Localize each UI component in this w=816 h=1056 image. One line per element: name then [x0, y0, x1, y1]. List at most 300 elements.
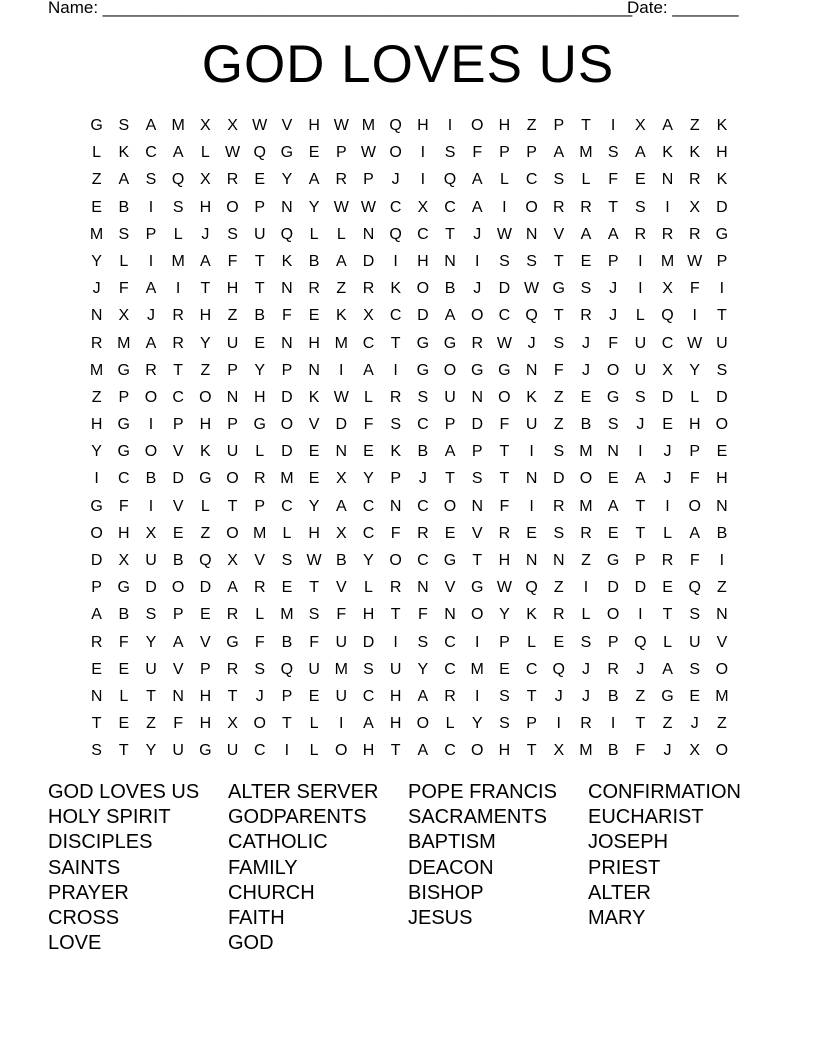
- grid-letter: L: [309, 225, 319, 243]
- word-list-item: POPE FRANCIS: [408, 781, 557, 803]
- grid-letter: R: [389, 388, 402, 406]
- grid-letter: L: [282, 524, 292, 542]
- word-list-item: GODPARENTS: [228, 806, 367, 829]
- grid-letter: W: [360, 198, 377, 216]
- grid-letter: H: [362, 606, 375, 624]
- grid-letter: S: [499, 687, 510, 705]
- grid-letter: T: [635, 497, 646, 515]
- word-search-grid: [83, 112, 736, 765]
- grid-row: [83, 737, 736, 764]
- grid-letter: R: [444, 687, 456, 705]
- grid-letter: G: [199, 742, 212, 760]
- grid-letter: R: [253, 470, 266, 488]
- grid-letter: D: [716, 198, 728, 216]
- grid-letter: R: [553, 606, 565, 624]
- grid-letter: L: [527, 633, 537, 651]
- grid-letter: S: [553, 443, 565, 461]
- grid-row: [83, 656, 736, 683]
- grid-letter: D: [90, 552, 103, 569]
- grid-letter: M: [117, 334, 131, 352]
- grid-letter: X: [118, 552, 130, 569]
- grid-letter: N: [281, 280, 293, 298]
- grid-letter: U: [444, 388, 456, 406]
- grid-letter: L: [445, 715, 455, 733]
- grid-letter: O: [199, 388, 212, 406]
- grid-letter: G: [470, 579, 484, 597]
- grid-letter: N: [226, 388, 239, 406]
- grid-letter: C: [444, 198, 456, 216]
- grid-letter: X: [689, 198, 701, 216]
- grid-letter: R: [226, 606, 239, 624]
- grid-letter: Y: [471, 715, 483, 733]
- grid-letter: P: [227, 416, 238, 434]
- grid-letter: E: [716, 443, 728, 461]
- grid-letter: J: [663, 470, 672, 488]
- grid-letter: P: [254, 198, 266, 216]
- grid-letter: P: [254, 497, 266, 515]
- grid-letter: M: [579, 144, 593, 162]
- grid-letter: V: [254, 552, 266, 569]
- grid-letter: Q: [634, 633, 647, 651]
- grid-letter: O: [470, 606, 484, 624]
- grid-letter: O: [443, 497, 457, 515]
- grid-letter: X: [417, 198, 429, 216]
- grid-letter: G: [117, 361, 130, 379]
- grid-letter: I: [719, 552, 725, 569]
- grid-letter: A: [471, 198, 483, 216]
- grid-letter: Q: [280, 225, 294, 243]
- grid-letter: P: [526, 715, 537, 733]
- grid-letter: C: [389, 198, 402, 216]
- grid-letter: K: [308, 388, 320, 406]
- grid-letter: S: [281, 552, 293, 569]
- grid-letter: Y: [145, 633, 157, 651]
- grid-letter: Z: [689, 117, 700, 134]
- grid-letter: K: [526, 606, 537, 624]
- grid-letter: T: [526, 687, 537, 705]
- grid-letter: M: [579, 443, 593, 461]
- grid-letter: R: [226, 171, 239, 189]
- grid-letter: R: [172, 307, 184, 325]
- grid-letter: A: [172, 633, 184, 651]
- grid-letter: B: [417, 443, 429, 461]
- grid-letter: G: [90, 117, 103, 134]
- grid-row: [83, 438, 736, 465]
- grid-letter: S: [607, 416, 619, 434]
- grid-letter: I: [393, 252, 398, 270]
- grid-letter: Q: [688, 579, 701, 597]
- grid-letter: P: [689, 443, 701, 461]
- grid-letter: M: [579, 742, 593, 760]
- grid-letter: L: [200, 497, 210, 515]
- grid-row: [83, 710, 736, 737]
- grid-letter: E: [200, 606, 211, 624]
- grid-letter: U: [525, 416, 538, 434]
- grid-letter: M: [89, 361, 104, 379]
- grid-letter: J: [581, 660, 590, 678]
- grid-letter: I: [393, 633, 398, 651]
- grid-letter: C: [417, 416, 429, 434]
- grid-letter: F: [309, 633, 319, 651]
- grid-letter: B: [607, 742, 619, 760]
- grid-letter: J: [609, 280, 618, 298]
- grid-letter: T: [282, 715, 292, 733]
- grid-letter: Z: [717, 579, 727, 597]
- grid-letter: K: [390, 443, 401, 461]
- grid-letter: B: [716, 524, 728, 542]
- grid-letter: H: [90, 416, 103, 434]
- word-list-item: DEACON: [408, 856, 494, 879]
- grid-letter: J: [609, 307, 618, 325]
- grid-letter: A: [227, 579, 238, 597]
- grid-letter: A: [363, 361, 374, 379]
- grid-letter: E: [444, 524, 456, 542]
- grid-letter: P: [607, 633, 619, 651]
- grid-letter: H: [226, 280, 239, 298]
- grid-letter: E: [254, 334, 266, 352]
- grid-letter: S: [118, 117, 130, 134]
- grid-letter: U: [253, 225, 266, 243]
- grid-letter: B: [254, 307, 266, 325]
- grid-letter: Q: [389, 225, 402, 243]
- grid-letter: P: [471, 443, 483, 461]
- grid-letter: S: [716, 361, 728, 379]
- grid-row: [83, 139, 736, 166]
- grid-letter: O: [389, 144, 402, 162]
- grid-letter: U: [145, 552, 157, 569]
- grid-letter: C: [661, 334, 674, 352]
- grid-letter: I: [719, 280, 725, 298]
- grid-letter: D: [362, 252, 375, 270]
- grid-letter: X: [363, 307, 374, 325]
- grid-letter: D: [716, 388, 728, 406]
- grid-letter: O: [226, 470, 239, 488]
- grid-letter: M: [89, 225, 104, 243]
- grid-letter: Z: [581, 552, 591, 569]
- grid-letter: O: [715, 742, 729, 760]
- grid-letter: U: [389, 660, 402, 678]
- grid-letter: X: [227, 117, 238, 134]
- grid-letter: R: [498, 524, 511, 542]
- grid-letter: E: [91, 198, 102, 216]
- grid-letter: O: [470, 742, 484, 760]
- grid-letter: A: [580, 225, 592, 243]
- word-list-item: HOLY SPIRIT: [48, 806, 171, 829]
- grid-letter: R: [661, 552, 674, 569]
- grid-row: [83, 411, 736, 438]
- grid-letter: I: [474, 687, 480, 705]
- grid-letter: P: [526, 144, 537, 162]
- grid-letter: S: [363, 660, 374, 678]
- grid-row: [83, 465, 736, 492]
- grid-letter: T: [499, 470, 510, 488]
- grid-letter: T: [390, 334, 401, 352]
- grid-letter: M: [171, 252, 185, 270]
- word-list-item: PRAYER: [48, 881, 129, 904]
- grid-row: [83, 574, 736, 601]
- grid-letter: X: [200, 171, 211, 189]
- grid-letter: R: [553, 497, 565, 515]
- word-list-item: FAMILY: [228, 856, 298, 879]
- grid-letter: Z: [146, 715, 156, 733]
- grid-letter: E: [172, 524, 184, 542]
- grid-letter: Z: [200, 361, 211, 379]
- grid-letter: I: [638, 252, 643, 270]
- date-field-label: Date: _______: [627, 0, 739, 17]
- grid-letter: R: [661, 225, 674, 243]
- grid-letter: L: [255, 443, 265, 461]
- grid-letter: N: [471, 388, 483, 406]
- grid-letter: J: [554, 687, 563, 705]
- grid-letter: F: [499, 497, 510, 515]
- grid-letter: O: [171, 579, 185, 597]
- grid-letter: T: [173, 361, 184, 379]
- grid-letter: H: [308, 334, 320, 352]
- grid-letter: S: [308, 606, 320, 624]
- grid-letter: P: [635, 552, 646, 569]
- grid-letter: M: [579, 497, 593, 515]
- grid-letter: I: [94, 470, 99, 488]
- grid-letter: T: [553, 307, 564, 325]
- grid-letter: Q: [525, 579, 538, 597]
- word-list-item: GOD LOVES US: [48, 781, 200, 803]
- grid-letter: N: [525, 361, 538, 379]
- grid-letter: N: [308, 361, 320, 379]
- grid-letter: H: [417, 252, 429, 270]
- grid-letter: W: [524, 280, 540, 298]
- grid-letter: V: [335, 579, 347, 597]
- grid-letter: K: [716, 171, 728, 189]
- grid-letter: H: [389, 715, 402, 733]
- grid-letter: F: [227, 252, 238, 270]
- grid-letter: E: [526, 524, 537, 542]
- grid-letter: J: [636, 416, 645, 434]
- grid-letter: I: [638, 443, 643, 461]
- grid-letter: E: [118, 715, 130, 733]
- grid-letter: Y: [91, 252, 102, 270]
- grid-letter: Y: [499, 606, 510, 624]
- page-title: GOD LOVES US: [201, 35, 615, 94]
- grid-letter: M: [280, 470, 294, 488]
- grid-letter: U: [335, 687, 348, 705]
- grid-letter: W: [252, 117, 268, 134]
- grid-letter: I: [665, 497, 670, 515]
- grid-letter: X: [553, 742, 565, 760]
- grid-letter: G: [226, 633, 239, 651]
- grid-letter: T: [635, 524, 646, 542]
- grid-letter: Q: [199, 552, 212, 569]
- grid-letter: E: [499, 660, 510, 678]
- grid-letter: Y: [363, 470, 374, 488]
- grid-letter: M: [334, 334, 348, 352]
- name-field-label: Name: ________________________________________________________: [48, 0, 633, 17]
- grid-letter: F: [499, 416, 510, 434]
- grid-row: [83, 384, 736, 411]
- grid-letter: U: [226, 742, 239, 760]
- grid-letter: P: [281, 361, 293, 379]
- grid-letter: I: [148, 497, 154, 515]
- grid-letter: L: [663, 633, 672, 651]
- grid-letter: F: [689, 552, 700, 569]
- grid-letter: I: [583, 579, 589, 597]
- grid-letter: A: [363, 715, 374, 733]
- grid-letter: I: [420, 144, 426, 162]
- grid-letter: A: [607, 497, 619, 515]
- grid-letter: S: [689, 660, 701, 678]
- grid-letter: K: [118, 144, 130, 162]
- grid-letter: O: [579, 470, 593, 488]
- grid-letter: P: [227, 361, 238, 379]
- grid-letter: C: [417, 552, 429, 569]
- grid-row: [83, 601, 736, 628]
- grid-letter: E: [607, 470, 619, 488]
- grid-letter: S: [635, 388, 646, 406]
- grid-letter: P: [363, 171, 374, 189]
- grid-letter: S: [91, 742, 102, 760]
- grid-letter: H: [688, 416, 701, 434]
- grid-letter: I: [638, 606, 643, 624]
- grid-letter: R: [90, 334, 103, 352]
- grid-letter: D: [417, 307, 429, 325]
- grid-row: [83, 221, 736, 248]
- grid-letter: S: [390, 416, 401, 434]
- grid-letter: Z: [662, 715, 673, 733]
- grid-letter: F: [282, 307, 292, 325]
- grid-letter: U: [226, 443, 239, 461]
- grid-letter: T: [472, 552, 483, 569]
- grid-letter: C: [253, 742, 266, 760]
- grid-letter: E: [689, 687, 701, 705]
- grid-letter: Z: [553, 579, 564, 597]
- grid-letter: R: [580, 307, 592, 325]
- grid-letter: I: [610, 117, 616, 134]
- grid-letter: W: [333, 388, 349, 406]
- grid-letter: J: [201, 225, 210, 243]
- grid-letter: W: [496, 225, 512, 243]
- grid-letter: E: [580, 252, 592, 270]
- grid-letter: G: [606, 552, 620, 569]
- grid-letter: X: [227, 552, 238, 569]
- grid-letter: S: [553, 524, 565, 542]
- grid-letter: C: [498, 307, 511, 325]
- grid-letter: Y: [417, 660, 429, 678]
- grid-letter: P: [499, 144, 510, 162]
- grid-letter: F: [254, 633, 265, 651]
- grid-letter: I: [447, 117, 453, 134]
- grid-letter: T: [118, 742, 129, 760]
- grid-letter: C: [362, 334, 375, 352]
- grid-letter: T: [309, 579, 319, 597]
- word-list-item: MARY: [588, 906, 646, 929]
- grid-letter: J: [663, 742, 672, 760]
- grid-letter: B: [308, 252, 320, 270]
- grid-letter: A: [335, 252, 347, 270]
- grid-letter: I: [665, 198, 670, 216]
- grid-letter: N: [417, 579, 429, 597]
- grid-letter: L: [499, 171, 509, 189]
- grid-letter: Z: [717, 715, 727, 733]
- grid-letter: X: [662, 280, 673, 298]
- grid-letter: T: [254, 252, 265, 270]
- grid-letter: U: [716, 334, 728, 352]
- grid-letter: A: [417, 742, 429, 760]
- grid-letter: A: [417, 687, 429, 705]
- grid-letter: S: [635, 198, 646, 216]
- grid-row: [83, 248, 736, 275]
- grid-letter: K: [662, 144, 673, 162]
- grid-letter: B: [580, 416, 592, 434]
- grid-letter: K: [716, 117, 728, 134]
- word-list-item: GOD: [228, 932, 274, 955]
- grid-letter: C: [525, 171, 538, 189]
- grid-letter: T: [717, 307, 727, 325]
- grid-letter: E: [635, 171, 646, 189]
- grid-letter: R: [308, 280, 320, 298]
- grid-letter: H: [199, 715, 212, 733]
- grid-letter: X: [145, 524, 157, 542]
- grid-letter: G: [117, 416, 130, 434]
- grid-letter: T: [91, 715, 102, 733]
- grid-letter: H: [199, 198, 212, 216]
- grid-letter: J: [581, 361, 590, 379]
- grid-letter: J: [92, 280, 101, 298]
- grid-letter: V: [444, 579, 456, 597]
- grid-letter: G: [117, 443, 130, 461]
- grid-letter: S: [607, 144, 619, 162]
- grid-letter: I: [610, 715, 616, 733]
- grid-letter: L: [581, 171, 591, 189]
- grid-row: [83, 275, 736, 302]
- grid-letter: O: [606, 361, 620, 379]
- grid-letter: A: [662, 117, 673, 134]
- grid-letter: T: [254, 280, 265, 298]
- grid-letter: G: [416, 361, 430, 379]
- grid-letter: A: [607, 225, 619, 243]
- grid-letter: F: [363, 416, 374, 434]
- word-list-item: CROSS: [48, 906, 120, 929]
- grid-letter: T: [581, 117, 591, 134]
- grid-letter: Q: [389, 117, 402, 134]
- grid-letter: V: [281, 117, 293, 134]
- grid-letter: S: [145, 606, 157, 624]
- grid-letter: U: [688, 633, 701, 651]
- grid-letter: A: [145, 334, 157, 352]
- grid-letter: S: [526, 252, 537, 270]
- grid-letter: C: [172, 388, 184, 406]
- grid-letter: N: [525, 470, 538, 488]
- grid-letter: A: [118, 171, 130, 189]
- grid-letter: S: [580, 633, 592, 651]
- grid-letter: J: [581, 687, 590, 705]
- grid-letter: Y: [689, 361, 701, 379]
- grid-letter: N: [444, 606, 456, 624]
- grid-letter: K: [335, 307, 347, 325]
- grid-letter: L: [663, 524, 672, 542]
- grid-letter: H: [118, 524, 130, 542]
- grid-letter: A: [553, 144, 565, 162]
- grid-letter: L: [581, 606, 591, 624]
- grid-letter: L: [364, 579, 373, 597]
- grid-letter: P: [499, 633, 510, 651]
- grid-letter: T: [227, 687, 238, 705]
- grid-letter: N: [553, 552, 565, 569]
- grid-letter: D: [498, 280, 511, 298]
- grid-letter: H: [308, 117, 320, 134]
- grid-letter: U: [145, 660, 157, 678]
- grid-letter: P: [553, 117, 565, 134]
- grid-letter: I: [339, 715, 344, 733]
- grid-letter: R: [335, 171, 348, 189]
